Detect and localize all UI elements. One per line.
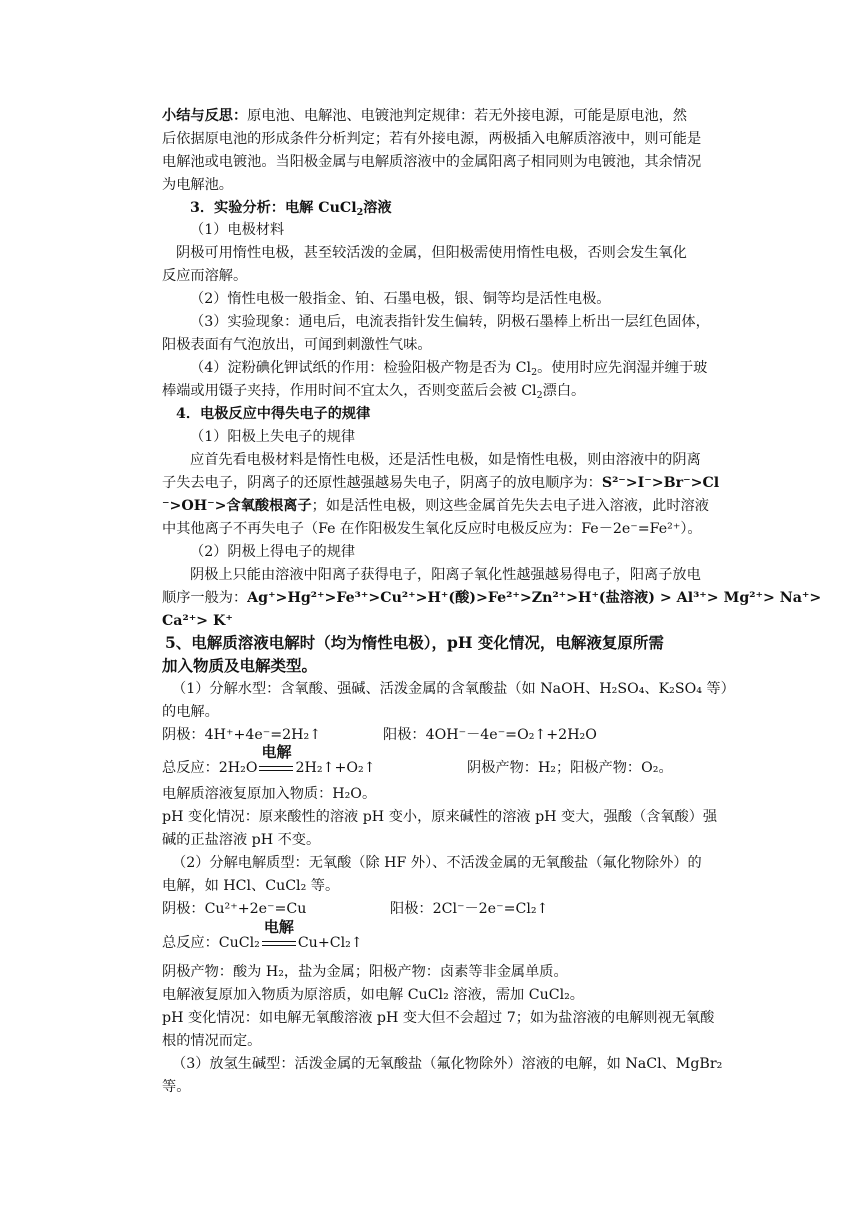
water-restore: 电解质溶液复原加入物质：H₂O。 bbox=[162, 786, 377, 802]
water-ph-line-1: pH 变化情况：原来酸性的溶液 pH 变小，原来碱性的溶液 pH 变大，强酸（含氧酸）强 bbox=[162, 809, 718, 825]
s4-cathode-line-2 bbox=[162, 588, 821, 608]
water-type-line-2: 的电解。 bbox=[162, 704, 219, 720]
summary-line-1 bbox=[162, 106, 687, 126]
electrolysis-condition-label: 电解 bbox=[261, 743, 292, 761]
s3-item-4-subscript-b: 2 bbox=[536, 390, 543, 401]
s4-cathode-text: 顺序一般为： bbox=[162, 590, 248, 606]
electrolyte-total-reactants: 总反应：CuCl₂ bbox=[162, 935, 260, 951]
electrolysis-condition-arrow bbox=[257, 743, 295, 778]
electrolyte-type-line-1: （2）分解电解质型：无氧酸（除 HF 外）、不活泼金属的无氧酸盐（氟化物除外）的 bbox=[172, 855, 702, 871]
water-total-reactants: 总反应：2H₂O bbox=[162, 760, 258, 776]
water-type-line-1: （1）分解水型：含氧酸、强碱、活泼金属的含氧酸盐（如 NaOH、H₂SO₄、K₂SO₄ 等） bbox=[172, 681, 735, 697]
s3-item-3-line-1: （3）实验现象：通电后，电流表指针发生偏转，阴极石墨棒上析出一层红色固体， bbox=[190, 314, 710, 330]
s4-cathode-title: （2）阴极上得电子的规律 bbox=[190, 544, 356, 560]
s4-anode-line-2 bbox=[162, 473, 719, 493]
electrolyte-total-products: Cu+Cl₂↑ bbox=[297, 935, 363, 951]
s3-item-4-text-b: 。使用时应先润湿并缠于玻 bbox=[537, 360, 708, 376]
electrolyte-products: 阴极产物：酸为 H₂，盐为金属；阳极产物：卤素等非金属单质。 bbox=[162, 964, 568, 980]
electrolysis-condition-label-2: 电解 bbox=[263, 918, 294, 936]
s3-item-2: （2）惰性电极一般指金、铂、石墨电极，银、铜等均是活性电极。 bbox=[190, 291, 611, 307]
water-total-products: 2H₂↑+O₂↑ bbox=[295, 760, 376, 776]
section-3-title-subscript: 2 bbox=[356, 207, 364, 218]
water-electrode-products: 阴极产物：H₂；阳极产物：O₂。 bbox=[467, 760, 673, 776]
water-anode-equation: 阳极：4OH⁻－4e⁻=O₂↑+2H₂O bbox=[383, 727, 597, 743]
s3-item-4-line-2 bbox=[162, 381, 585, 406]
s4-anion-order-part-1: S²⁻>I⁻>Br⁻>Cl bbox=[601, 475, 720, 491]
s3-item-1-line-2: 反应而溶解。 bbox=[162, 268, 248, 284]
hydrogen-base-type-line-1: （3）放氢生碱型：活泼金属的无氧酸盐（氟化物除外）溶液的电解，如 NaCl、MgBr₂ bbox=[172, 1056, 723, 1072]
s4-cation-order-part-1: Ag⁺>Hg²⁺>Fe³⁺>Cu²⁺>H⁺(酸)>Fe²⁺>Zn²⁺>H⁺(盐溶液) > Al³⁺> Mg²⁺> Na⁺> bbox=[247, 590, 822, 606]
water-ph-line-2: 碱的正盐溶液 pH 不变。 bbox=[162, 832, 321, 848]
s3-item-4-text-d: 漂白。 bbox=[542, 383, 586, 399]
electrolysis-condition-arrow-2 bbox=[260, 918, 298, 953]
s4-anion-order-part-2: ⁻>OH⁻>含氧酸根离子 bbox=[162, 498, 312, 514]
section-5-title-line-2: 加入物质及电解类型。 bbox=[162, 656, 318, 675]
summary-heading: 小结与反思： bbox=[162, 108, 248, 124]
s3-item-4-text-a: （4）淀粉碘化钾试纸的作用：检验阳极产物是否为 Cl bbox=[190, 360, 532, 376]
s3-item-4-line-1 bbox=[190, 358, 707, 383]
s4-cathode-line-1: 阴极上只能由溶液中阳离子获得电子，阳离子氧化性越强越易得电子，阳离子放电 bbox=[190, 567, 701, 583]
electrolyte-ph-line-2: 根的情况而定。 bbox=[162, 1033, 262, 1049]
electrolyte-type-line-2: 电解，如 HCl、CuCl₂ 等。 bbox=[162, 878, 340, 894]
electrolyte-restore: 电解液复原加入物质为原溶质，如电解 CuCl₂ 溶液，需加 CuCl₂。 bbox=[162, 987, 584, 1003]
section-3-title-suffix: 溶液 bbox=[363, 200, 392, 216]
summary-text-1: 原电池、电解池、电镀池判定规律：若无外接电源，可能是原电池，然 bbox=[247, 108, 687, 124]
section-4-title: 4．电极反应中得失电子的规律 bbox=[176, 406, 371, 422]
section-5-title-line-1: 5、电解质溶液电解时（均为惰性电极），pH 变化情况，电解液复原所需 bbox=[165, 633, 664, 652]
hydrogen-base-type-line-2: 等。 bbox=[162, 1079, 191, 1095]
s3-item-4-text-c: 棒端或用镊子夹持，作用时间不宜太久，否则变蓝后会被 Cl bbox=[162, 383, 537, 399]
s4-anode-text-2: ；如是活性电极，则这些金属首先失去电子进入溶液，此时溶液 bbox=[311, 498, 709, 514]
s4-anode-title: （1）阳极上失电子的规律 bbox=[190, 429, 356, 445]
summary-line-3: 电解池或电镀池。当阳极金属与电解质溶液中的金属阳离子相同则为电镀池，其余情况 bbox=[162, 154, 702, 170]
s3-item-1-line-1: 阴极可用惰性电极，甚至较活泼的金属，但阳极需使用惰性电极，否则会发生氧化 bbox=[176, 245, 687, 261]
s4-anode-line-3 bbox=[162, 496, 709, 516]
s4-anode-line-4: 中其他离子不再失电子（Fe 在作阳极发生氧化反应时电极反应为：Fe－2e⁻=Fe²⁺）。 bbox=[162, 521, 702, 537]
water-total-reaction bbox=[162, 743, 376, 778]
summary-line-2: 后依据原电池的形成条件分析判定；若有外接电源，两极插入电解质溶液中，则可能是 bbox=[162, 131, 702, 147]
electrolyte-ph-line-1: pH 变化情况：如电解无氧酸溶液 pH 变大但不会超过 7；如为盐溶液的电解则视无氧酸 bbox=[162, 1010, 715, 1026]
s3-item-1-title: （1）电极材料 bbox=[190, 222, 285, 238]
s4-cation-order-part-2: Ca²⁺> K⁺ bbox=[162, 613, 233, 629]
electrolyte-cathode-equation: 阴极：Cu²⁺+2e⁻=Cu bbox=[162, 901, 307, 917]
s3-item-4-subscript-a: 2 bbox=[531, 367, 538, 378]
s4-anode-line-1: 应首先看电极材料是惰性电极，还是活性电极，如是惰性电极，则由溶液中的阴离 bbox=[190, 452, 701, 468]
water-cathode-equation: 阴极：4H⁺+4e⁻=2H₂↑ bbox=[162, 727, 322, 743]
s3-item-3-line-2: 阳极表面有气泡放出，可闻到刺激性气味。 bbox=[162, 337, 432, 353]
s4-anode-text: 子失去电子，阴离子的还原性越强越易失电子，阴离子的放电顺序为： bbox=[162, 475, 602, 491]
summary-line-4: 为电解池。 bbox=[162, 177, 233, 193]
electrolyte-anode-equation: 阳极：2Cl⁻－2e⁻=Cl₂↑ bbox=[390, 901, 549, 917]
electrolyte-total-reaction bbox=[162, 918, 363, 953]
section-3-title-text: 3．实验分析：电解 CuCl bbox=[190, 200, 357, 216]
